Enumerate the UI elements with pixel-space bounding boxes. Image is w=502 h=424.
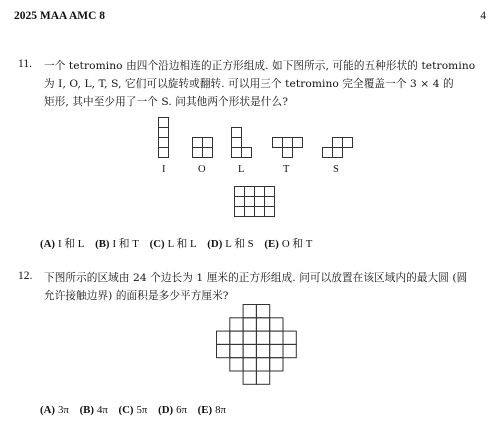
region-square [217,331,230,344]
answer-c[interactable]: (C) 5π [118,404,148,416]
tetromino-s-figure [322,137,356,161]
question-11-answers [40,236,320,251]
region-square [243,344,256,357]
region-square [256,358,269,371]
shape-label-o: O [198,164,206,175]
answer-a[interactable]: (A) I 和 L [40,238,85,250]
answer-e[interactable]: (E) 8π [197,404,226,416]
question-11-line-1: 一个 tetromino 由四个沿边相连的正方形组成. 如下图所示, 可能的五种形状的 tetromino [44,60,476,72]
tetromino-t-figure [272,137,306,161]
region-square [243,358,256,371]
tetromino-i-figure [158,117,172,161]
region-square [217,344,230,357]
region-square [256,305,269,318]
question-12-line-2: 允许接触边界) 的面积是多少平方厘米? [44,290,229,302]
region-square [270,344,283,357]
shape-label-l: L [238,164,245,175]
region-square [230,358,243,371]
region-square [230,331,243,344]
region-square [256,344,269,357]
region-square [256,318,269,331]
question-11-line-2: 为 I, O, L, T, S, 它们可以旋转或翻转. 可以用三个 tetromino 完全覆盖一个 3 × 4 的 [44,78,454,90]
question-12-line-1: 下图所示的区域由 24 个边长为 1 厘米的正方形组成. 问可以放置在该区域内的最大圆 (圆 [44,272,468,284]
tetromino-o-figure [192,137,216,161]
region-square [243,318,256,331]
shape-label-s: S [333,164,339,175]
answer-c[interactable]: (C) L 和 L [149,238,197,250]
region-square [270,331,283,344]
answer-d[interactable]: (D) L 和 S [207,238,254,250]
question-11-line-3: 矩形, 其中至少用了一个 S. 问其他两个形状是什么? [44,96,288,108]
answer-d[interactable]: (D) 6π [158,404,187,416]
region-square [243,331,256,344]
region-square [270,318,283,331]
region-square [230,344,243,357]
tetromino-l-figure [231,127,255,161]
region-square [256,331,269,344]
shape-label-i: I [162,164,166,175]
region-square [243,371,256,384]
answer-b[interactable]: (B) 4π [79,404,108,416]
shape-label-t: T [283,164,290,175]
question-11-number: 11. [18,58,32,70]
contest-title: 2025 MAA AMC 8 [14,10,106,22]
region-square [270,358,283,371]
question-12-answers [40,404,234,416]
region-square [283,331,296,344]
region-square [256,371,269,384]
page-number: 4 [480,10,486,22]
region-square [230,318,243,331]
rectangle-3x4-figure [234,186,280,222]
region-square [283,344,296,357]
region-square [243,305,256,318]
question-12-number: 12. [18,270,33,282]
answer-a[interactable]: (A) 3π [40,404,69,416]
answer-b[interactable]: (B) I 和 T [95,238,139,250]
region-24-squares-figure [216,304,288,390]
answer-e[interactable]: (E) O 和 T [264,238,313,250]
